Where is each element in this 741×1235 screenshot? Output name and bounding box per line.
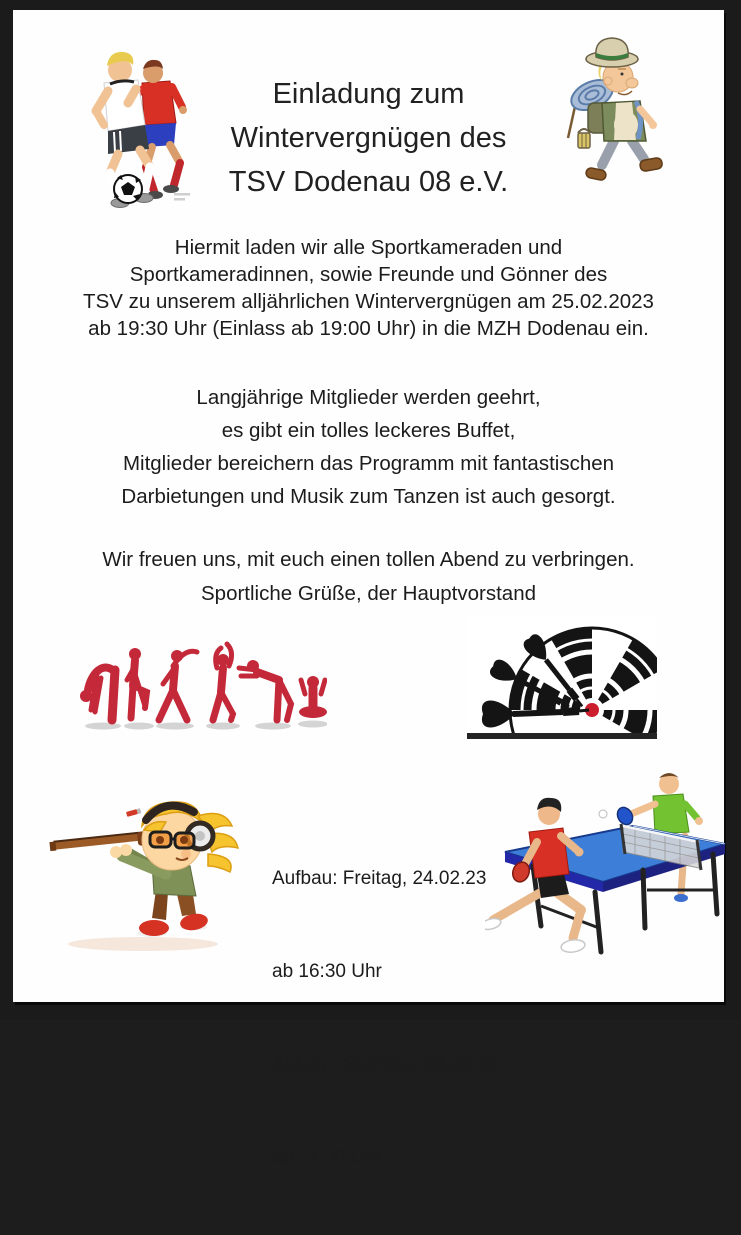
title-line-2: Wintervergnügen des xyxy=(230,122,507,154)
closing-line-2: Sportliche Grüße, der Hauptvorstand xyxy=(201,582,536,605)
intro-line-4: ab 19:30 Uhr (Einlass ab 19:00 Uhr) in die MZH Dodenau ein. xyxy=(88,317,649,340)
program-line-4: Darbietungen und Musik zum Tanzen ist auch gesorgt. xyxy=(121,485,616,508)
sport-shooter-icon xyxy=(48,778,244,962)
schedule-line-1: Aufbau: Freitag, 24.02.23 xyxy=(272,868,487,889)
title-line-1: Einladung zum xyxy=(272,78,465,110)
intro-line-2: Sportkameradinnen, sowie Freunde und Gönner des xyxy=(129,263,608,286)
sport-shooter-image xyxy=(48,778,244,962)
intro-line-1: Hiermit laden wir alle Sportkameraden und xyxy=(174,236,563,259)
schedule-line-4: ab 11.00 Uhr xyxy=(272,1147,381,1168)
program-line-2: es gibt ein tolles leckeres Buffet, xyxy=(221,419,516,442)
program-line-3: Mitglieder bereichern das Programm mit fantastischen xyxy=(122,452,615,475)
flyer-title xyxy=(13,72,724,204)
closing-line-1: Wir freuen uns, mit euch einen tollen Abend zu verbringen. xyxy=(102,548,635,571)
closing-paragraph xyxy=(13,543,724,611)
schedule-block xyxy=(272,801,498,1235)
intro-line-3: TSV zu unserem alljährlichen Wintervergnügen am 25.02.2023 xyxy=(83,290,654,313)
gymnasts-icon xyxy=(75,630,327,735)
darts-icon xyxy=(467,617,657,739)
program-paragraph xyxy=(13,381,724,513)
gymnasts-image xyxy=(75,630,327,735)
intro-paragraph xyxy=(13,234,724,342)
darts-image xyxy=(467,617,657,739)
program-line-1: Langjährige Mitglieder werden geehrt, xyxy=(196,386,541,409)
title-line-3: TSV Dodenau 08 e.V. xyxy=(228,166,509,198)
schedule-line-2: ab 16:30 Uhr xyxy=(272,961,382,982)
table-tennis-icon xyxy=(485,770,731,962)
schedule-line-3: Abbau: Sonntag, 26.02.23 xyxy=(272,1054,499,1075)
table-tennis-image xyxy=(485,770,731,962)
flyer-page xyxy=(13,10,724,1168)
